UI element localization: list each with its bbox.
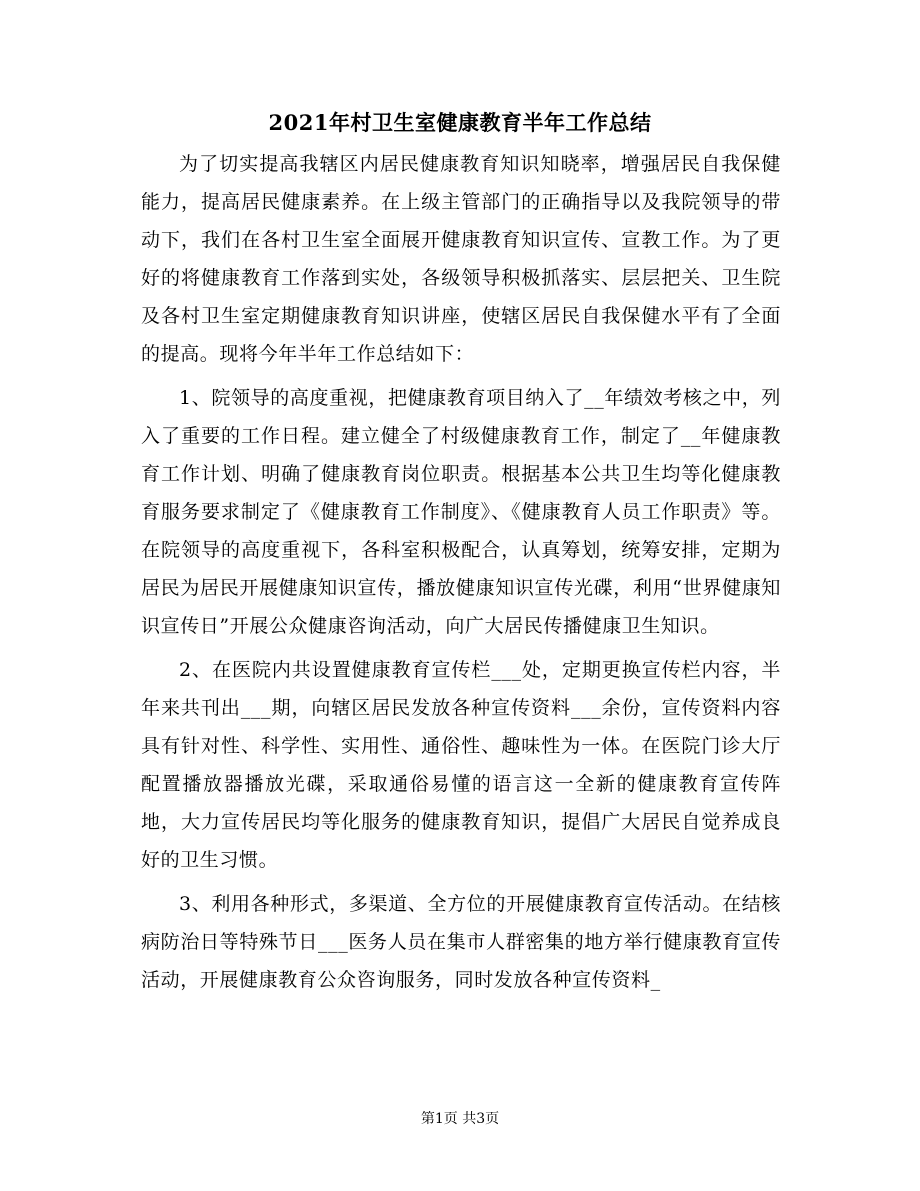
paragraph-item-1: 1、院领导的高度重视，把健康教育项目纳入了__年绩效考核之中，列入了重要的工作日程。建立健全了村级健康教育工作，制定了__年健康教育工作计划、明确了健康教育岗位职责。根据基本公共卫生均等化健康教育服务要求制定了《健康教育工作制度》、《健康教育人员工作职责》等。在院领导的高度重视下，各科室积极配合，认真筹划，统筹安排，定期为居民为居民开展健康知识宣传，播放健康知识宣传光碟，利用“世界健康知识宣传日”开展公众健康咨询活动，向广大居民传播健康卫生知识。 xyxy=(141,387,781,637)
document-body xyxy=(141,145,781,1005)
paragraph-intro: 为了切实提高我辖区内居民健康教育知识知晓率，增强居民自我保健能力，提高居民健康素养。在上级主管部门的正确指导以及我院领导的带动下，我们在各村卫生室全面展开健康教育知识宣传、宣教工作。为了更好的将健康教育工作落到实处，各级领导积极抓落实、层层把关、卫生院及各村卫生室定期健康教育知识讲座，使辖区居民自我保健水平有了全面的提高。现将今年半年工作总结如下： xyxy=(141,153,781,365)
page-number-footer: 第1页 共3页 xyxy=(420,1111,500,1127)
paragraph-item-3: 3、利用各种形式，多渠道、全方位的开展健康教育宣传活动。在结核病防治日等特殊节日___医务人员在集市人群密集的地方举行健康教育宣传活动，开展健康教育公众咨询服务，同时发放各种宣传资料_ xyxy=(141,893,781,991)
paragraph-item-2: 2、在医院内共设置健康教育宣传栏___处，定期更换宣传栏内容，半年来共刊出___期，向辖区居民发放各种宣传资料___余份，宣传资料内容具有针对性、科学性、实用性、通俗性、趣味性为一体。在医院门诊大厅配置播放器播放光碟，采取通俗易懂的语言这一全新的健康教育宣传阵地，大力宣传居民均等化服务的健康教育知识，提倡广大居民自觉养成良好的卫生习惯。 xyxy=(141,659,781,871)
document-title: 2021年村卫生室健康教育半年工作总结 xyxy=(268,110,652,135)
